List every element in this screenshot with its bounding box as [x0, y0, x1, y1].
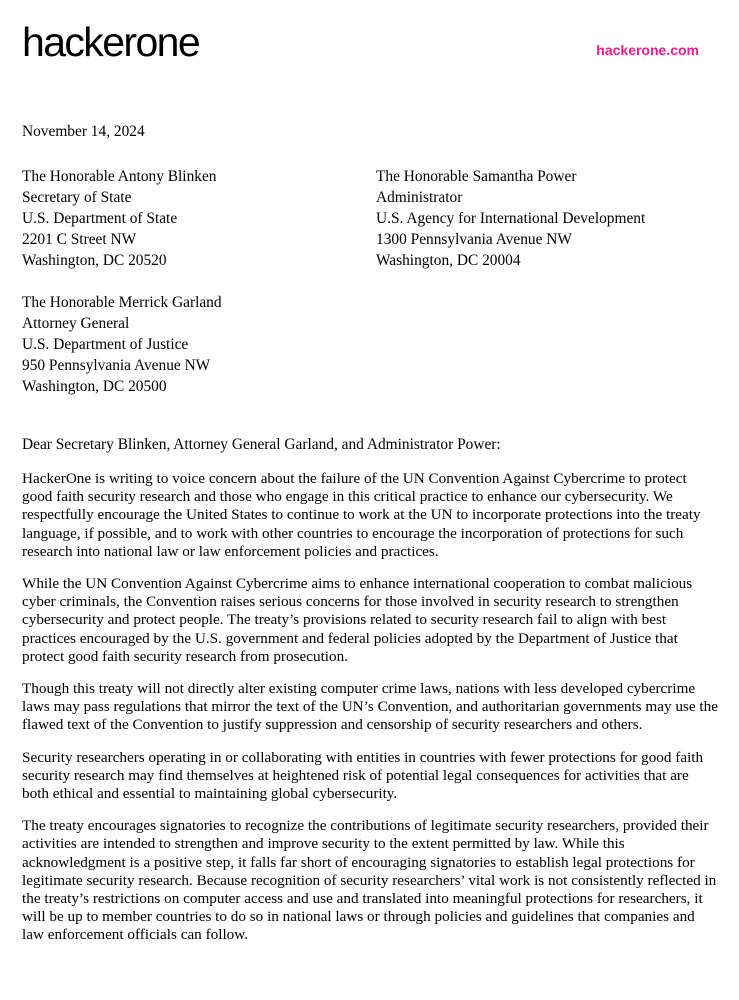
letter-date: November 14, 2024	[22, 123, 145, 140]
recipient-street: 950 Pennsylvania Avenue NW	[22, 357, 211, 374]
recipient-agency: U.S. Agency for International Development	[376, 210, 646, 227]
letter-body	[22, 470, 718, 959]
recipient-title: Attorney General	[22, 315, 130, 332]
recipient-agency: U.S. Department of State	[22, 210, 178, 227]
recipient-city: Washington, DC 20004	[376, 252, 521, 269]
recipient-street: 1300 Pennsylvania Avenue NW	[376, 231, 572, 248]
body-paragraph: Security researchers operating in or collaborating with entities in countries with fewer protections for good faith security research may find themselves at heightened risk of potential legal consequences for activities that are both ethical and essential to maintaining global cybersecurity.	[22, 748, 704, 803]
website-link[interactable]: hackerone.com	[596, 42, 699, 58]
recipient-city: Washington, DC 20520	[22, 252, 167, 269]
recipient-street: 2201 C Street NW	[22, 231, 137, 248]
recipient-name: The Honorable Antony Blinken	[22, 168, 217, 185]
recipient-title: Administrator	[376, 189, 463, 206]
recipient-name: The Honorable Samantha Power	[376, 168, 577, 185]
body-paragraph: Though this treaty will not directly alter existing computer crime laws, nations with less developed cybercrime laws may pass regulations that mirror the text of the UN’s Convention, and authoritarian governments may use the flawed text of the Convention to justify suppression and censorship of security researchers and others.	[22, 680, 718, 734]
body-paragraph: While the UN Convention Against Cybercrime aims to enhance international cooperation to combat malicious cyber criminals, the Convention raises serious concerns for those involved in security research to strengthen cybersecurity and protect people. The treaty’s provisions related to security research fail to align with best practices encouraged by the U.S. government and federal policies adopted by the Department of Justice that protect good faith security research from prosecution.	[22, 575, 693, 665]
body-paragraph: HackerOne is writing to voice concern about the failure of the UN Convention Against Cybercrime to protect good faith security research and those who engage in this critical practice to enhance our cybersecurity. We respectfully encourage the United States to continue to work at the UN to incorporate protections into the treaty language, if possible, and to work with other countries to encourage the incorporation of protections for such research into national law or law enforcement policies and practices.	[22, 470, 701, 560]
salutation: Dear Secretary Blinken, Attorney General Garland, and Administrator Power:	[22, 436, 501, 453]
hackerone-logo: hackerone	[22, 19, 200, 65]
recipient-city: Washington, DC 20500	[22, 378, 167, 395]
recipient-title: Secretary of State	[22, 189, 132, 206]
body-paragraph: The treaty encourages signatories to recognize the contributions of legitimate security researchers, provided their activities are intended to strengthen and improve security to the extent permitted by law. While this acknowledgment is a positive step, it falls far short of encouraging signatories to establish legal protections for legitimate security research. Because recognition of security researchers’ vital work is not consistently reflected in the treaty’s restrictions on computer access and use and translated into meaningful protections for researchers, it will be up to member countries to do so in national laws or through policies and guidelines that companies and law enforcement officials can follow.	[22, 817, 717, 944]
recipient-name: The Honorable Merrick Garland	[22, 294, 222, 311]
recipient-agency: U.S. Department of Justice	[22, 336, 189, 353]
recipient-address-garland	[22, 292, 222, 397]
recipient-address-blinken	[22, 166, 217, 271]
recipient-address-power	[376, 166, 645, 271]
